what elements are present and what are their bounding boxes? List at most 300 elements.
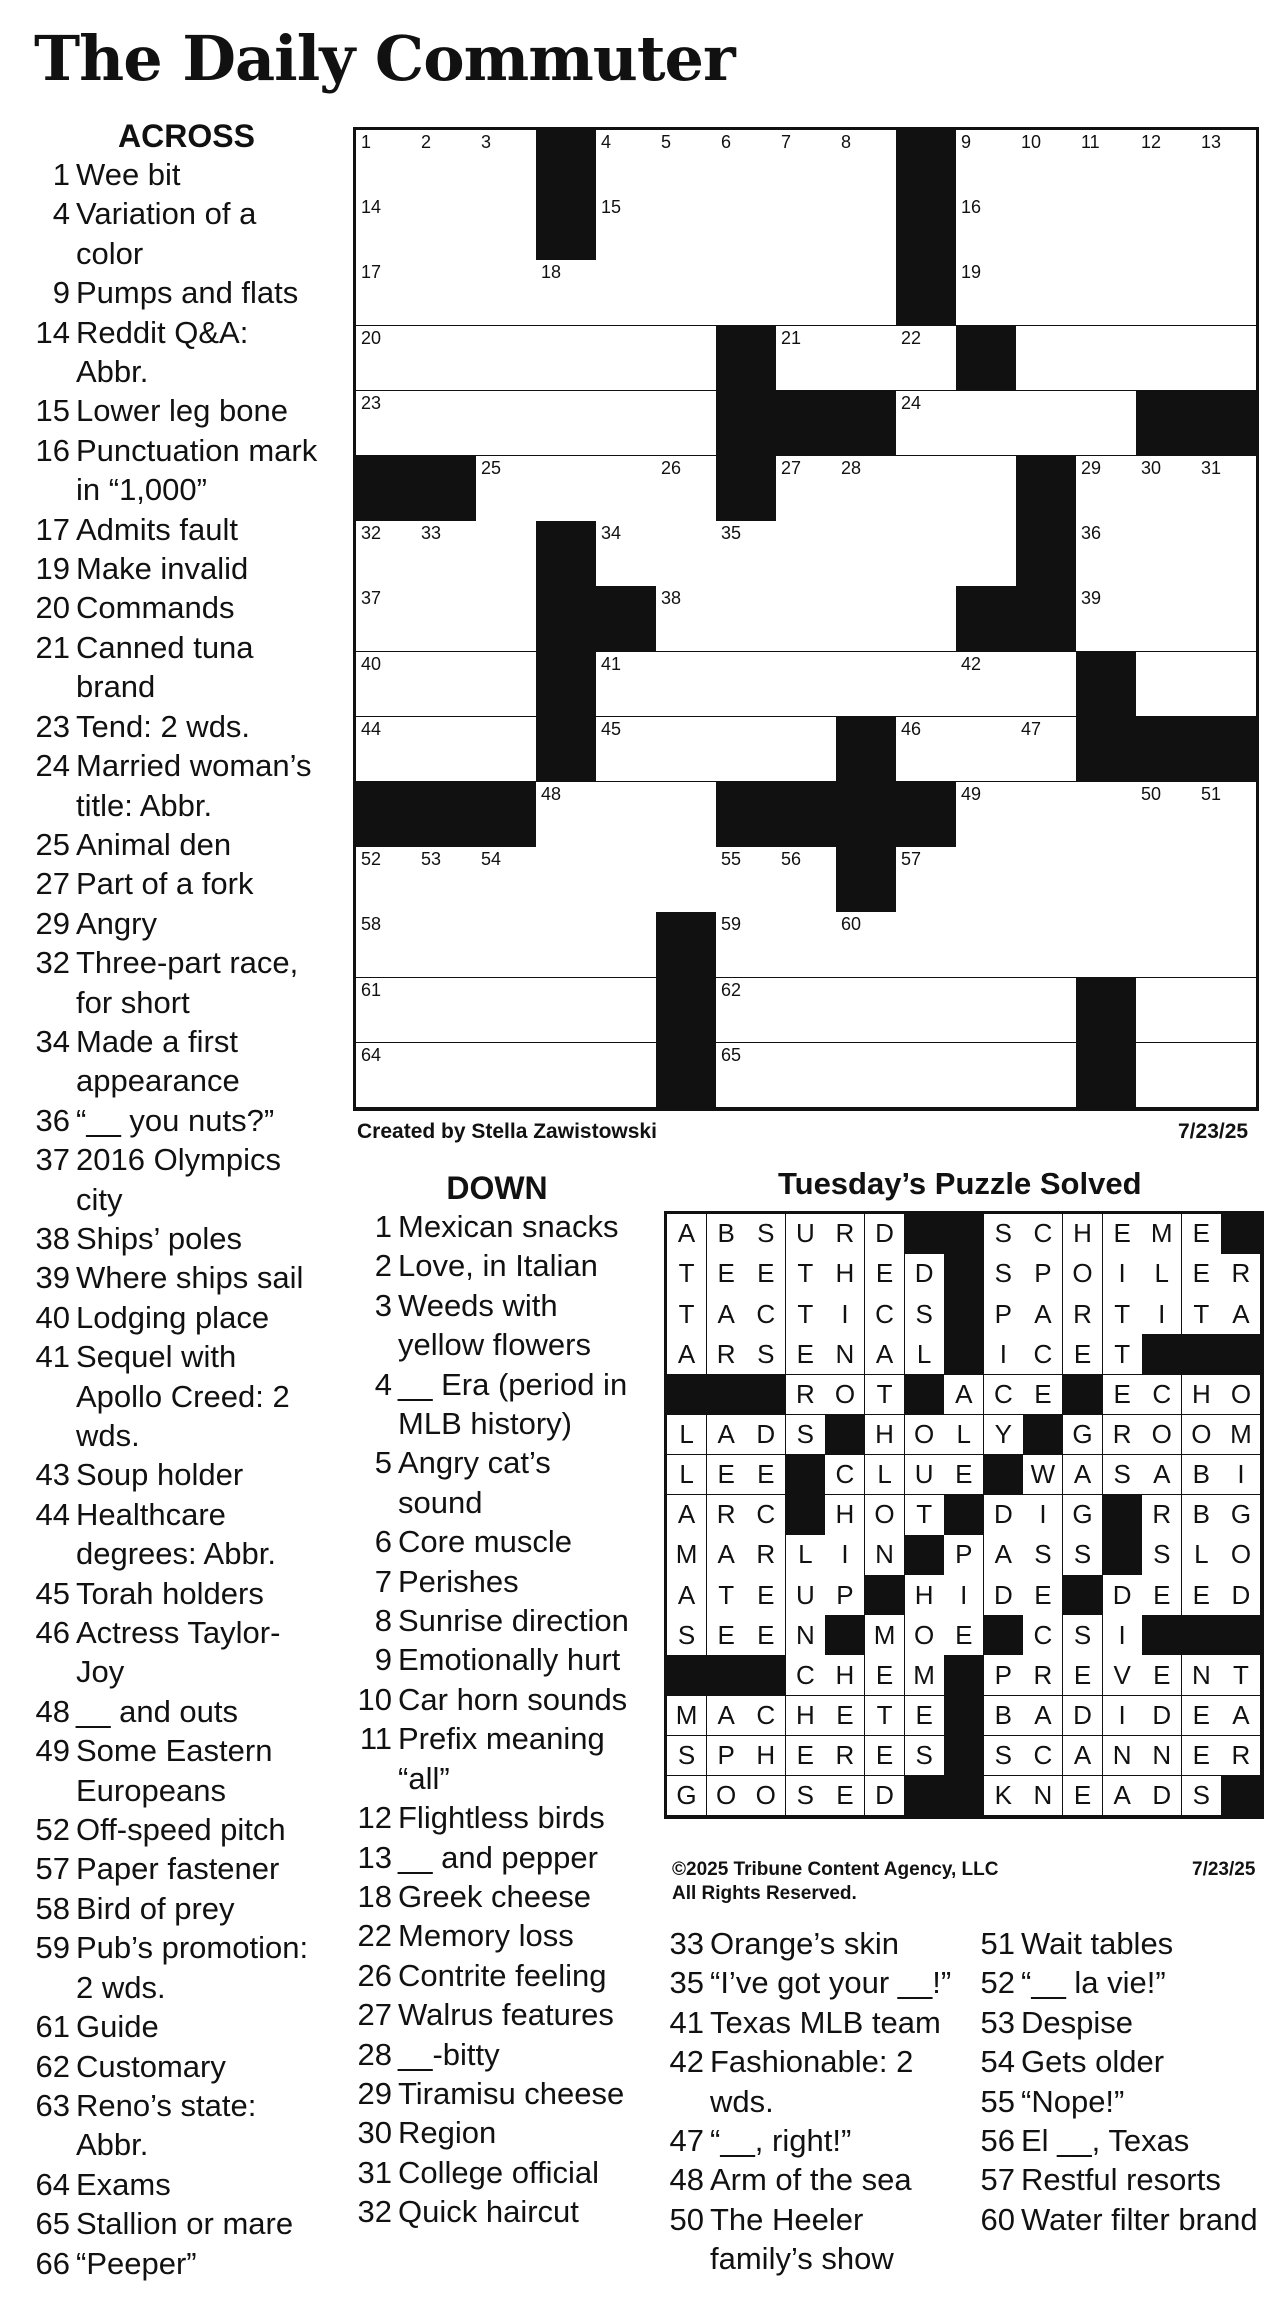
cell-number: 22 xyxy=(901,327,922,348)
clue-text: Greek cheese xyxy=(398,1878,591,1914)
grid-cell[interactable] xyxy=(1196,521,1257,587)
grid-cell[interactable] xyxy=(596,652,657,718)
solution-letter: A xyxy=(667,1575,707,1616)
grid-cell[interactable] xyxy=(776,130,837,196)
clue-57[interactable] xyxy=(30,1849,325,1888)
grid-cell[interactable] xyxy=(1136,130,1197,196)
grid-cell[interactable] xyxy=(836,326,897,392)
grid-cell[interactable] xyxy=(656,260,717,326)
clue-29[interactable] xyxy=(30,904,325,943)
grid-cell[interactable] xyxy=(656,130,717,196)
grid-cell[interactable] xyxy=(956,195,1017,261)
grid-cell[interactable] xyxy=(596,1043,657,1109)
grid-cell[interactable] xyxy=(776,260,837,326)
clue-19[interactable] xyxy=(30,549,325,588)
clue-number: 64 xyxy=(35,2166,70,2202)
grid-cell[interactable] xyxy=(896,456,957,522)
grid-cell[interactable] xyxy=(356,1043,417,1109)
grid-cell[interactable] xyxy=(476,652,537,718)
grid-cell[interactable] xyxy=(656,717,717,783)
solution-letter: P xyxy=(1023,1254,1063,1295)
clue-27[interactable] xyxy=(352,1995,642,2034)
solution-black-square xyxy=(1103,1535,1143,1576)
clue-20[interactable] xyxy=(30,588,325,627)
grid-cell[interactable] xyxy=(836,652,897,718)
clue-65[interactable] xyxy=(30,2204,325,2243)
grid-cell[interactable] xyxy=(776,717,837,783)
solution-letter: N xyxy=(1103,1736,1143,1777)
clue-text: Variation of a color xyxy=(76,196,257,271)
grid-cell[interactable] xyxy=(476,847,537,913)
grid-cell[interactable] xyxy=(1196,1043,1257,1109)
grid-cell[interactable] xyxy=(1076,586,1137,652)
clue-33[interactable] xyxy=(664,1924,964,1963)
grid-cell[interactable] xyxy=(896,847,957,913)
grid-cell[interactable] xyxy=(1136,782,1197,848)
grid-cell[interactable] xyxy=(716,978,777,1044)
grid-cell[interactable] xyxy=(596,326,657,392)
grid-cell[interactable] xyxy=(956,847,1017,913)
clue-21[interactable] xyxy=(30,628,325,707)
clue-9[interactable] xyxy=(352,1640,642,1679)
grid-cell[interactable] xyxy=(716,195,777,261)
grid-cell[interactable] xyxy=(476,456,537,522)
clue-18[interactable] xyxy=(352,1877,642,1916)
grid-cell[interactable] xyxy=(536,456,597,522)
grid-cell[interactable] xyxy=(1196,456,1257,522)
grid-cell[interactable] xyxy=(596,260,657,326)
grid-cell[interactable] xyxy=(596,782,657,848)
grid-cell[interactable] xyxy=(656,326,717,392)
clue-14[interactable] xyxy=(30,313,325,392)
clue-5[interactable] xyxy=(352,1443,642,1522)
grid-cell[interactable] xyxy=(896,391,957,457)
grid-cell[interactable] xyxy=(956,260,1017,326)
solution-black-square xyxy=(667,1655,707,1696)
solution-letter: R xyxy=(825,1214,865,1255)
grid-cell[interactable] xyxy=(1136,586,1197,652)
grid-cell[interactable] xyxy=(356,652,417,718)
grid-cell[interactable] xyxy=(956,391,1017,457)
grid-cell[interactable] xyxy=(416,978,477,1044)
grid-cell[interactable] xyxy=(596,978,657,1044)
clue-15[interactable] xyxy=(30,391,325,430)
grid-cell[interactable] xyxy=(1016,912,1077,978)
grid-cell[interactable] xyxy=(1016,195,1077,261)
clue-text: Prefix meaning “all” xyxy=(398,1721,605,1796)
grid-cell[interactable] xyxy=(716,912,777,978)
grid-cell[interactable] xyxy=(896,1043,957,1109)
grid-cell[interactable] xyxy=(596,912,657,978)
black-square xyxy=(956,326,1017,392)
grid-cell[interactable] xyxy=(1016,260,1077,326)
clue-48[interactable] xyxy=(664,2160,964,2199)
solution-letter: D xyxy=(1142,1696,1182,1737)
grid-cell[interactable] xyxy=(476,195,537,261)
cell-number: 54 xyxy=(481,849,502,870)
grid-cell[interactable] xyxy=(656,391,717,457)
grid-cell[interactable] xyxy=(656,586,717,652)
grid-cell[interactable] xyxy=(476,521,537,587)
grid-cell[interactable] xyxy=(1136,521,1197,587)
grid-cell[interactable] xyxy=(416,391,477,457)
clue-number: 1 xyxy=(52,157,70,192)
clue-7[interactable] xyxy=(352,1562,642,1601)
clue-43[interactable] xyxy=(30,1455,325,1494)
clue-41[interactable] xyxy=(30,1337,325,1455)
grid-cell[interactable] xyxy=(1076,521,1137,587)
clue-1[interactable] xyxy=(30,155,325,194)
grid-cell[interactable] xyxy=(596,847,657,913)
solution-letter: E xyxy=(786,1736,826,1777)
clue-9[interactable] xyxy=(30,273,325,312)
grid-cell[interactable] xyxy=(536,1043,597,1109)
grid-cell[interactable] xyxy=(716,652,777,718)
grid-cell[interactable] xyxy=(1196,782,1257,848)
clue-55[interactable] xyxy=(975,2082,1265,2121)
clue-61[interactable] xyxy=(30,2007,325,2046)
grid-cell[interactable] xyxy=(716,847,777,913)
grid-cell[interactable] xyxy=(1196,978,1257,1044)
grid-cell[interactable] xyxy=(1016,652,1077,718)
clue-46[interactable] xyxy=(30,1613,325,1692)
grid-cell[interactable] xyxy=(776,978,837,1044)
grid-cell[interactable] xyxy=(1136,847,1197,913)
clue-41[interactable] xyxy=(664,2003,964,2042)
clue-31[interactable] xyxy=(352,2153,642,2192)
clue-4[interactable] xyxy=(30,194,325,273)
solution-letter: S xyxy=(1063,1615,1103,1656)
grid-cell[interactable] xyxy=(836,456,897,522)
solution-letter: E xyxy=(944,1455,984,1496)
clue-11[interactable] xyxy=(352,1719,642,1798)
grid-cell[interactable] xyxy=(1076,847,1137,913)
grid-cell[interactable] xyxy=(1136,326,1197,392)
grid-cell[interactable] xyxy=(1016,847,1077,913)
clue-number: 65 xyxy=(35,2206,70,2242)
grid-cell[interactable] xyxy=(956,1043,1017,1109)
clue-27[interactable] xyxy=(30,864,325,903)
grid-cell[interactable] xyxy=(356,912,417,978)
grid-cell[interactable] xyxy=(1016,391,1077,457)
clue-26[interactable] xyxy=(352,1956,642,1995)
clue-60[interactable] xyxy=(975,2200,1265,2239)
clue-32[interactable] xyxy=(352,2192,642,2231)
solution-letter: G xyxy=(1063,1415,1103,1456)
solution-letter: G xyxy=(1063,1495,1103,1536)
grid-cell[interactable] xyxy=(476,978,537,1044)
grid-cell[interactable] xyxy=(1196,912,1257,978)
grid-cell[interactable] xyxy=(1136,912,1197,978)
grid-cell[interactable] xyxy=(1076,456,1137,522)
clue-22[interactable] xyxy=(352,1916,642,1955)
grid-cell[interactable] xyxy=(1196,847,1257,913)
clue-50[interactable] xyxy=(664,2200,964,2279)
down-clues-continued xyxy=(664,1924,964,2279)
grid-cell[interactable] xyxy=(716,586,777,652)
grid-cell[interactable] xyxy=(1076,326,1137,392)
grid-cell[interactable] xyxy=(896,586,957,652)
grid-cell[interactable] xyxy=(1196,652,1257,718)
clue-text: Paper fastener xyxy=(76,1851,280,1887)
grid-cell[interactable] xyxy=(776,586,837,652)
grid-cell[interactable] xyxy=(776,521,837,587)
grid-cell[interactable] xyxy=(596,391,657,457)
clue-1[interactable] xyxy=(352,1207,642,1246)
grid-cell[interactable] xyxy=(596,130,657,196)
clue-12[interactable] xyxy=(352,1798,642,1837)
grid-cell[interactable] xyxy=(656,195,717,261)
clue-24[interactable] xyxy=(30,746,325,825)
grid-cell[interactable] xyxy=(1076,912,1137,978)
grid-cell[interactable] xyxy=(896,521,957,587)
clue-56[interactable] xyxy=(975,2121,1265,2160)
solution-letter: A xyxy=(707,1535,747,1576)
clue-3[interactable] xyxy=(352,1286,642,1365)
grid-cell[interactable] xyxy=(536,782,597,848)
grid-cell[interactable] xyxy=(1016,717,1077,783)
clue-30[interactable] xyxy=(352,2113,642,2152)
grid-cell[interactable] xyxy=(596,195,657,261)
solution-black-square xyxy=(1221,1334,1261,1375)
clue-17[interactable] xyxy=(30,510,325,549)
solution-black-square xyxy=(825,1415,865,1456)
grid-cell[interactable] xyxy=(356,717,417,783)
grid-cell[interactable] xyxy=(836,521,897,587)
grid-cell[interactable] xyxy=(1136,195,1197,261)
clue-32[interactable] xyxy=(30,943,325,1022)
cell-number: 26 xyxy=(661,458,682,478)
grid-cell[interactable] xyxy=(836,586,897,652)
grid-cell[interactable] xyxy=(716,1043,777,1109)
grid-cell[interactable] xyxy=(536,391,597,457)
grid-cell[interactable] xyxy=(416,326,477,392)
grid-cell[interactable] xyxy=(536,978,597,1044)
grid-cell[interactable] xyxy=(716,521,777,587)
grid-cell[interactable] xyxy=(1016,782,1077,848)
clue-54[interactable] xyxy=(975,2042,1265,2081)
clue-49[interactable] xyxy=(30,1731,325,1810)
grid-cell[interactable] xyxy=(956,456,1017,522)
clue-66[interactable] xyxy=(30,2244,325,2283)
clue-text: Animal den xyxy=(76,826,232,862)
grid-cell[interactable] xyxy=(536,326,597,392)
grid-cell[interactable] xyxy=(476,912,537,978)
grid-cell[interactable] xyxy=(656,847,717,913)
grid-cell[interactable] xyxy=(356,326,417,392)
grid-cell[interactable] xyxy=(716,130,777,196)
clue-number: 2 xyxy=(374,1248,392,1284)
grid-cell[interactable] xyxy=(476,391,537,457)
clue-23[interactable] xyxy=(30,707,325,746)
grid-cell[interactable] xyxy=(1076,782,1137,848)
cell-number: 61 xyxy=(361,979,382,1000)
grid-cell[interactable] xyxy=(956,978,1017,1044)
clue-42[interactable] xyxy=(664,2042,964,2121)
grid-cell[interactable] xyxy=(896,717,957,783)
grid-cell[interactable] xyxy=(776,326,837,392)
grid-cell[interactable] xyxy=(896,326,957,392)
grid-cell[interactable] xyxy=(656,456,717,522)
clue-36[interactable] xyxy=(30,1101,325,1140)
clue-64[interactable] xyxy=(30,2165,325,2204)
clue-44[interactable] xyxy=(30,1495,325,1574)
grid-cell[interactable] xyxy=(416,195,477,261)
grid-cell[interactable] xyxy=(956,912,1017,978)
clue-28[interactable] xyxy=(352,2035,642,2074)
grid-cell[interactable] xyxy=(1076,391,1137,457)
grid-cell[interactable] xyxy=(356,978,417,1044)
cell-number: 45 xyxy=(601,718,622,739)
grid-cell[interactable] xyxy=(776,847,837,913)
grid-cell[interactable] xyxy=(416,652,477,718)
grid-cell[interactable] xyxy=(1196,195,1257,261)
solution-letter: G xyxy=(667,1776,707,1817)
grid-cell[interactable] xyxy=(656,652,717,718)
clue-63[interactable] xyxy=(30,2086,325,2165)
grid-cell[interactable] xyxy=(416,521,477,587)
grid-cell[interactable] xyxy=(356,260,417,326)
clue-6[interactable] xyxy=(352,1522,642,1561)
clue-48[interactable] xyxy=(30,1692,325,1731)
grid-cell[interactable] xyxy=(356,847,417,913)
grid-cell[interactable] xyxy=(416,130,477,196)
grid-cell[interactable] xyxy=(476,1043,537,1109)
clue-34[interactable] xyxy=(30,1022,325,1101)
clue-52[interactable] xyxy=(975,1963,1265,2002)
grid-cell[interactable] xyxy=(836,130,897,196)
grid-cell[interactable] xyxy=(896,978,957,1044)
grid-cell[interactable] xyxy=(1016,1043,1077,1109)
clue-number: 35 xyxy=(669,1965,704,2001)
grid-cell[interactable] xyxy=(416,912,477,978)
clue-53[interactable] xyxy=(975,2003,1265,2042)
grid-cell[interactable] xyxy=(1196,130,1257,196)
grid-cell[interactable] xyxy=(776,1043,837,1109)
clue-13[interactable] xyxy=(352,1838,642,1877)
grid-cell[interactable] xyxy=(596,521,657,587)
grid-cell[interactable] xyxy=(836,195,897,261)
grid-cell[interactable] xyxy=(1196,260,1257,326)
grid-cell[interactable] xyxy=(416,717,477,783)
grid-cell[interactable] xyxy=(776,195,837,261)
clue-text: “I’ve got your __!” xyxy=(710,1965,952,2001)
grid-cell[interactable] xyxy=(416,586,477,652)
solution-letter: C xyxy=(1023,1214,1063,1255)
grid-cell[interactable] xyxy=(356,130,417,196)
grid-cell[interactable] xyxy=(956,130,1017,196)
clue-59[interactable] xyxy=(30,1928,325,2007)
grid-cell[interactable] xyxy=(1136,260,1197,326)
clue-57[interactable] xyxy=(975,2160,1265,2199)
grid-cell[interactable] xyxy=(596,717,657,783)
grid-cell[interactable] xyxy=(776,456,837,522)
grid-cell[interactable] xyxy=(536,912,597,978)
grid-cell[interactable] xyxy=(1016,978,1077,1044)
clue-39[interactable] xyxy=(30,1258,325,1297)
grid-cell[interactable] xyxy=(416,260,477,326)
grid-cell[interactable] xyxy=(1076,130,1137,196)
grid-cell[interactable] xyxy=(536,260,597,326)
grid-cell[interactable] xyxy=(416,847,477,913)
grid-cell[interactable] xyxy=(1136,652,1197,718)
grid-cell[interactable] xyxy=(476,326,537,392)
clue-45[interactable] xyxy=(30,1574,325,1613)
grid-cell[interactable] xyxy=(536,847,597,913)
clue-62[interactable] xyxy=(30,2047,325,2086)
grid-cell[interactable] xyxy=(476,130,537,196)
grid-cell[interactable] xyxy=(356,521,417,587)
grid-cell[interactable] xyxy=(1136,456,1197,522)
grid-cell[interactable] xyxy=(716,260,777,326)
grid-cell[interactable] xyxy=(836,912,897,978)
grid-cell[interactable] xyxy=(956,521,1017,587)
clue-2[interactable] xyxy=(352,1246,642,1285)
clue-8[interactable] xyxy=(352,1601,642,1640)
clue-29[interactable] xyxy=(352,2074,642,2113)
clue-35[interactable] xyxy=(664,1963,964,2002)
grid-cell[interactable] xyxy=(1136,978,1197,1044)
grid-cell[interactable] xyxy=(1076,260,1137,326)
grid-cell[interactable] xyxy=(1196,586,1257,652)
solution-black-square xyxy=(905,1375,945,1416)
grid-cell[interactable] xyxy=(1016,326,1077,392)
grid-cell[interactable] xyxy=(956,717,1017,783)
clue-38[interactable] xyxy=(30,1219,325,1258)
grid-cell[interactable] xyxy=(896,652,957,718)
grid-cell[interactable] xyxy=(596,456,657,522)
grid-cell[interactable] xyxy=(476,717,537,783)
grid-cell[interactable] xyxy=(656,521,717,587)
clue-58[interactable] xyxy=(30,1889,325,1928)
grid-cell[interactable] xyxy=(776,652,837,718)
grid-cell[interactable] xyxy=(836,978,897,1044)
grid-cell[interactable] xyxy=(476,260,537,326)
clue-51[interactable] xyxy=(975,1924,1265,1963)
grid-cell[interactable] xyxy=(1076,195,1137,261)
clue-37[interactable] xyxy=(30,1140,325,1219)
clue-52[interactable] xyxy=(30,1810,325,1849)
grid-cell[interactable] xyxy=(356,586,417,652)
clue-text: “Peeper” xyxy=(76,2245,197,2281)
clue-4[interactable] xyxy=(352,1365,642,1444)
clue-10[interactable] xyxy=(352,1680,642,1719)
grid-cell[interactable] xyxy=(356,195,417,261)
grid-cell[interactable] xyxy=(356,391,417,457)
clue-47[interactable] xyxy=(664,2121,964,2160)
grid-cell[interactable] xyxy=(836,1043,897,1109)
clue-16[interactable] xyxy=(30,431,325,510)
grid-cell[interactable] xyxy=(1016,130,1077,196)
grid-cell[interactable] xyxy=(956,652,1017,718)
grid-cell[interactable] xyxy=(896,912,957,978)
grid-cell[interactable] xyxy=(776,912,837,978)
cell-number: 27 xyxy=(781,458,802,478)
clue-25[interactable] xyxy=(30,825,325,864)
grid-cell[interactable] xyxy=(1196,326,1257,392)
grid-cell[interactable] xyxy=(416,1043,477,1109)
clue-40[interactable] xyxy=(30,1298,325,1337)
grid-cell[interactable] xyxy=(656,782,717,848)
grid-cell[interactable] xyxy=(476,586,537,652)
solution-black-square xyxy=(1182,1334,1222,1375)
grid-cell[interactable] xyxy=(1136,1043,1197,1109)
grid-cell[interactable] xyxy=(836,260,897,326)
grid-cell[interactable] xyxy=(716,717,777,783)
grid-cell[interactable] xyxy=(956,782,1017,848)
solution-black-square xyxy=(1023,1415,1063,1456)
crossword-grid[interactable] xyxy=(353,127,1259,1111)
